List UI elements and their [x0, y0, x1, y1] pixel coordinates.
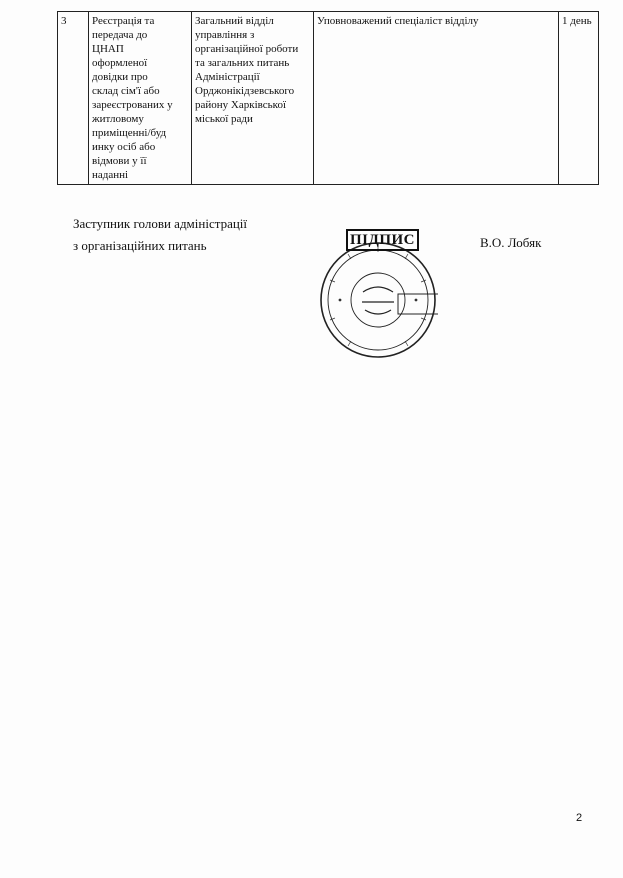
signatory-name: В.О. Лобяк: [480, 235, 542, 250]
position-line-2: з організаційних питань: [73, 238, 207, 253]
official-seal-icon: [318, 240, 438, 360]
procedure-name-line: довідки про: [92, 71, 148, 83]
position-line-1: Заступник голови адміністрації: [73, 216, 248, 231]
procedure-name-line: наданні: [92, 169, 129, 181]
procedure-name-line: передача до: [92, 29, 148, 41]
term-cell: 1 день: [559, 12, 599, 185]
procedure-name-line: ЦНАП: [92, 43, 124, 55]
table-row: [58, 12, 599, 185]
procedure-table: [57, 11, 599, 185]
procedure-name-line: зареєстрованих у: [92, 99, 173, 111]
signature-label: ПІДПИС: [346, 229, 419, 251]
procedure-name-line: склад сім'ї або: [92, 85, 160, 97]
responsible-cell: Уповноважений спеціаліст відділу: [314, 12, 559, 185]
procedure-name-line: приміщенні/буд: [92, 127, 167, 139]
procedure-name-line: житловому: [92, 113, 144, 125]
procedure-name-line: инку осіб або: [92, 141, 156, 153]
procedure-name-line: оформленої: [92, 57, 148, 69]
signatory-position: [73, 213, 247, 257]
procedure-name-line: Реєстрація та: [92, 15, 155, 27]
procedure-name-cell: [89, 12, 192, 185]
procedure-name-line: відмови у її: [92, 155, 147, 167]
row-number: 3: [58, 12, 89, 185]
page-number: 2: [576, 812, 583, 824]
department-cell: Загальний відділ управління з організаційної роботи та загальних питань Адміністрації Орджонікідзевського району Харківської міської ради: [192, 12, 314, 185]
